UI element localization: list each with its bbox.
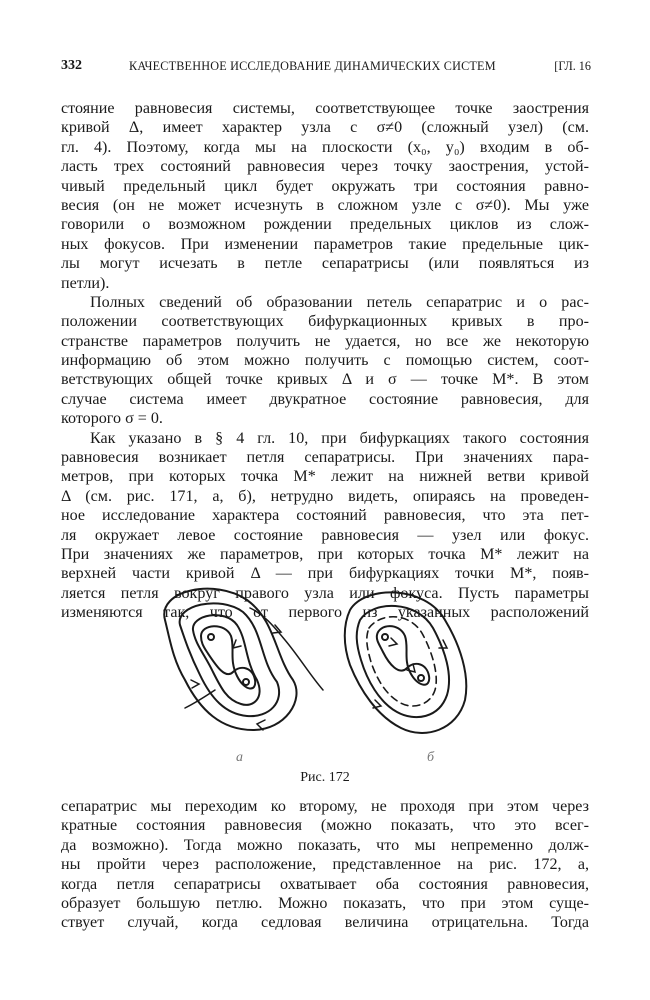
text-line: сепаратрис мы переходим ко второму, не проходя при этом через: [61, 798, 589, 815]
page-number: 332: [61, 58, 82, 73]
figure-caption: Рис. 172: [300, 770, 350, 785]
text-line: изменяются так, что от первого из указанных расположений: [61, 604, 589, 622]
text-line: метров, при которых точка M* лежит на нижней ветви кривой: [61, 468, 589, 486]
text-line: кривой Δ, имеет характер узла с σ≠0 (сложный узел) (см.: [61, 119, 589, 137]
incoming-separatrix: [250, 608, 323, 690]
text-line: информацию об этом можно получить с помощью систем, соот-: [61, 352, 589, 370]
text-line: Как указано в § 4 гл. 10, при бифуркациях такого состояния: [90, 429, 589, 447]
outer-trajectory: [345, 592, 467, 733]
arrow: [233, 640, 241, 648]
text-line: ля окружает левое состояние равновесия — узел или фокус.: [61, 526, 589, 544]
outer-trajectory: [164, 589, 296, 730]
text-line: случае система имеет двукратное состояние равновесия, для: [61, 390, 589, 408]
body-text-lower: [61, 797, 589, 933]
text-line: положении соответствующих бифуркационных кривых в про-: [61, 313, 589, 331]
text-line: говорили о возможном рождении предельных циклов из слож-: [61, 216, 589, 234]
text-line: При значениях же параметров, при которых точка M* лежит на: [61, 545, 589, 563]
body-text-upper: [61, 99, 589, 623]
left-equilibrium: [382, 634, 388, 640]
text-line: лы могут исчезать в петле сепаратрисы (или появляться из: [61, 255, 589, 273]
phase-portrait-b: [345, 592, 467, 733]
left-equilibrium: [208, 634, 214, 640]
phase-portraits: [145, 580, 500, 780]
panel-label-a: а: [236, 750, 243, 765]
arrow: [389, 638, 397, 646]
running-title: КАЧЕСТВЕННОЕ ИССЛЕДОВАНИЕ ДИНАМИЧЕСКИХ СИСТЕМ: [129, 59, 496, 73]
phase-portrait-a: [164, 589, 323, 730]
right-equilibrium: [243, 679, 249, 685]
text-line: когда петля сепаратрисы охватывает оба состояния равновесия,: [61, 875, 589, 893]
text-line: ных фокусов. При изменении параметров такие предельные цик-: [61, 235, 589, 253]
lower-separatrix: [185, 690, 215, 708]
text-line: Полных сведений об образовании петель сепаратрис и о рас-: [90, 293, 589, 311]
arrow: [191, 680, 199, 688]
figure-172: [145, 580, 500, 780]
text-line: ствует случай, когда седловая величина отрицательна. Тогда: [61, 914, 589, 932]
text-line: да возможно). Тогда можно показать, что мы непременно долж-: [61, 836, 589, 854]
page-header: [61, 58, 591, 78]
text-line: ласть трех состояний равновесия через точку заострения, устой-: [61, 158, 589, 176]
text-line: гл. 4). Поэтому, когда мы на плоскости (x₀, y₀) входим в об-: [61, 138, 589, 156]
text-line: ветствующих общей точке кривых Δ и σ — точке M*. В этом: [61, 371, 589, 389]
text-line: ны пройти через расположение, представленное на рис. 172, а,: [61, 856, 589, 874]
text-line: ное исследование характера состояний равновесия, что эта пет-: [61, 507, 589, 525]
chapter-reference: [ГЛ. 16: [554, 59, 591, 73]
text-line: образует большую петлю. Можно показать, что при этом суще-: [61, 894, 589, 912]
text-line: стояние равновесия системы, соответствующее точке заострения: [61, 100, 589, 117]
text-line: ляется петля вокруг правого узла или фокуса. Пусть параметры: [61, 584, 589, 602]
right-equilibrium: [418, 675, 424, 681]
text-line: чивый предельный цикл будет окружать три состояния равно-: [61, 177, 589, 195]
text-line: равновесия возникает петля сепаратрисы. При значениях пара-: [61, 449, 589, 467]
text-line: кратные состояния равновесия (можно показать, что это всег-: [61, 817, 589, 835]
text-line: весия (он не может исчезнуть в сложном узле с σ≠0). Мы уже: [61, 196, 589, 214]
panel-label-b: б: [427, 750, 435, 765]
text-line: которого σ = 0.: [61, 410, 163, 428]
text-line: петли).: [61, 274, 110, 292]
text-line: Δ (см. рис. 171, а, б), нетрудно видеть, опираясь на проведен-: [61, 487, 589, 505]
text-line: странстве параметров получить не удается, но все же некоторую: [61, 332, 589, 350]
text-line: верхней части кривой Δ — при бифуркациях точки M*, появ-: [61, 565, 589, 583]
separatrix-loop-outer: [193, 615, 260, 705]
